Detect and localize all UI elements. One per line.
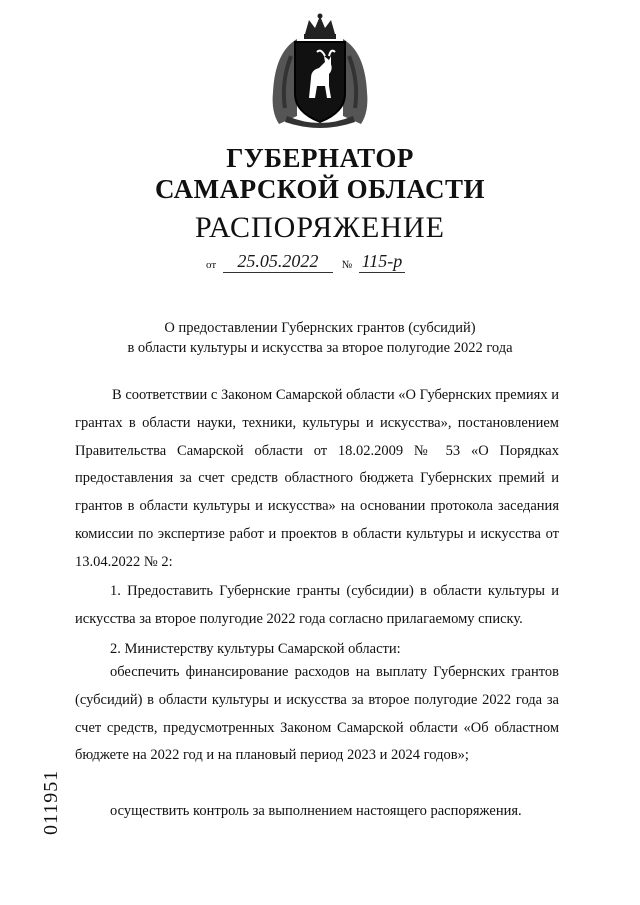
body-paragraph-preamble: В соответствии с Законом Самарской области «О Губернских премиях и грантах в области науки, техники, культуры и искусства», постановлением Правительства Самарской области от 18.02.2009 № 53 «О Порядках предоставления за счет средств областного бюджета Губернских премий и грантов в области культуры и искусства» на основании протокола заседания комиссии по экспертизе работ и проектов в области культуры и искусства от 13.04.2022 № 2:	[75, 387, 559, 570]
margin-serial-number: 011951	[40, 769, 62, 835]
body-paragraph-item1: 1. Предоставить Губернские гранты (субсидии) в области культуры и искусства за второе полугодие 2022 года согласно прилагаемому списку.	[75, 583, 559, 627]
coat-of-arms-emblem	[267, 12, 373, 130]
document-date: 25.05.2022	[223, 250, 333, 273]
document-date-number	[206, 250, 405, 276]
subject-line2: в области культуры и искусства за второе полугодие 2022 года	[127, 340, 513, 356]
issuer-title-line1: ГУБЕРНАТОР	[226, 143, 414, 173]
body-paragraph-funding: обеспечить финансирование расходов на выплату Губернских грантов (субсидий) в области культуры и искусства за второе полугодие 2022 года за счет средств, предусмотренных Законом Самарской области «Об областном бюджете на 2022 год и на плановый период 2023 и 2024 годов»;	[75, 664, 559, 764]
date-prefix-label: от	[206, 259, 217, 271]
document-type: РАСПОРЯЖЕНИЕ	[194, 211, 446, 244]
issuer-title-line2: САМАРСКОЙ ОБЛАСТИ	[154, 174, 486, 204]
body-paragraph-item2: 2. Министерству культуры Самарской области:	[110, 641, 401, 657]
number-prefix-label: №	[341, 259, 353, 271]
subject-line1: О предоставлении Губернских грантов (субсидий)	[164, 320, 476, 336]
emblem-graphic	[267, 12, 373, 130]
body-paragraph-control: осуществить контроль за выполнением настоящего распоряжения.	[110, 803, 522, 819]
document-subject	[60, 318, 580, 358]
document-number: 115-р	[359, 250, 405, 273]
